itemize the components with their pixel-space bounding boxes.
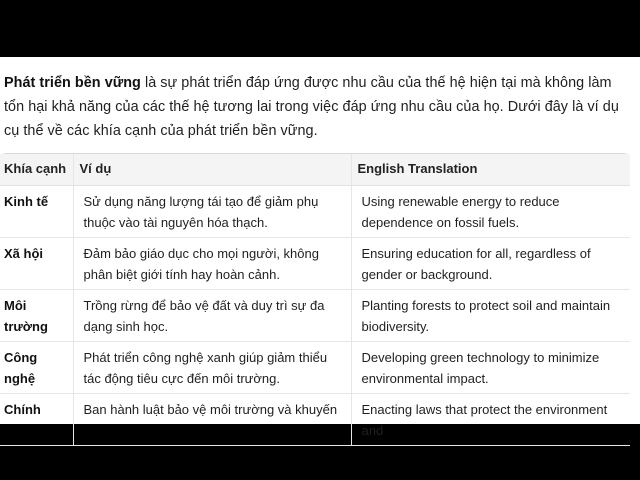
content-frame	[0, 57, 640, 438]
aspect-cell: Công nghệ	[0, 342, 73, 394]
intro-term: Phát triển bền vững	[4, 75, 141, 91]
aspects-table	[0, 154, 630, 446]
example-cell: Trồng rừng để bảo vệ đất và duy trì sự đa dạng sinh học.	[73, 290, 351, 342]
table-header-row	[0, 154, 630, 186]
table-header	[0, 154, 630, 186]
header-example: Ví dụ	[73, 154, 351, 186]
translation-cell: Developing green technology to minimize environmental impact.	[351, 342, 630, 394]
aspects-table-container	[0, 153, 630, 446]
example-cell: Phát triển công nghệ xanh giúp giảm thiểu tác động tiêu cực đến môi trường.	[73, 342, 351, 394]
aspect-cell: Môi trường	[0, 290, 73, 342]
example-cell: Đảm bảo giáo dục cho mọi người, không phân biệt giới tính hay hoàn cảnh.	[73, 238, 351, 290]
aspect-cell: Chính	[0, 394, 73, 446]
translation-cell: Enacting laws that protect the environment and	[351, 394, 630, 446]
intro-paragraph	[4, 71, 634, 143]
intro-text: là sự phát triển đáp ứng được nhu cầu của thế hệ hiện tại mà không làm tổn hại khả năng của các thế hệ tương lai trong việc đáp ứng nhu cầu của họ. Dưới đây là ví dụ cụ thể về các khía cạnh của phát triển bền vững.	[4, 75, 619, 139]
table-row	[0, 186, 630, 238]
translation-cell: Using renewable energy to reduce dependence on fossil fuels.	[351, 186, 630, 238]
aspect-cell: Xã hội	[0, 238, 73, 290]
table-row	[0, 394, 630, 446]
translation-cell: Planting forests to protect soil and maintain biodiversity.	[351, 290, 630, 342]
example-cell: Ban hành luật bảo vệ môi trường và khuyến	[73, 394, 351, 446]
aspect-cell: Kinh tế	[0, 186, 73, 238]
example-cell: Sử dụng năng lượng tái tạo để giảm phụ thuộc vào tài nguyên hóa thạch.	[73, 186, 351, 238]
table-row	[0, 238, 630, 290]
header-aspect: Khía cạnh	[0, 154, 73, 186]
table-row	[0, 290, 630, 342]
translation-cell: Ensuring education for all, regardless of gender or background.	[351, 238, 630, 290]
table-row	[0, 342, 630, 394]
header-translation: English Translation	[351, 154, 630, 186]
table-body	[0, 186, 630, 446]
